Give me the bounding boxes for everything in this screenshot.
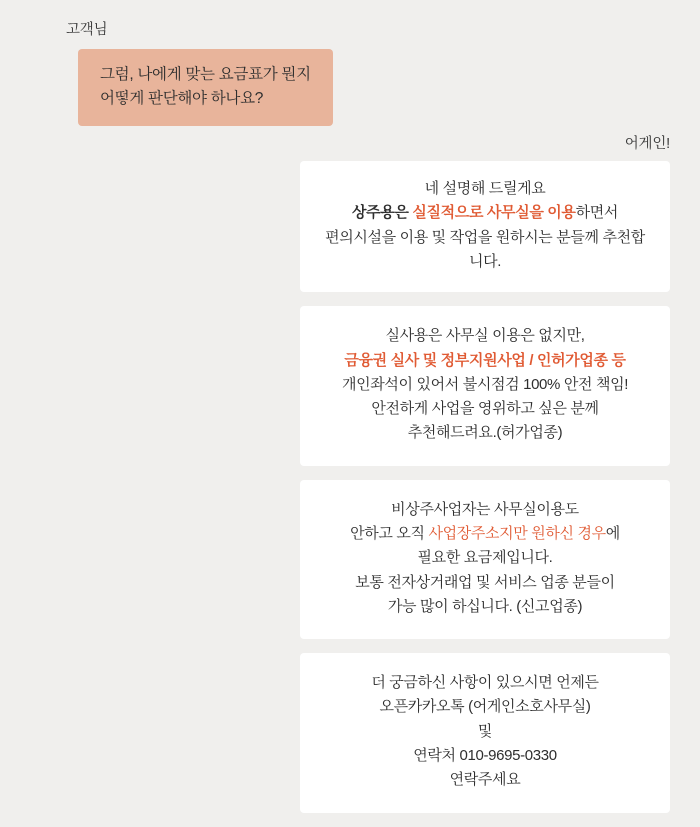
- agent-label: 어게인!: [624, 136, 670, 153]
- agent-message-row-1: [22, 161, 678, 306]
- reply4-line-2: 오픈카카오톡 (어게인소호사무실): [379, 698, 591, 716]
- reply1-line-2-part-c: 하면서: [575, 204, 618, 222]
- agent-bubble-4: [300, 653, 670, 812]
- reply3-line-2: [320, 522, 650, 546]
- agent-bubble-1: [300, 161, 670, 292]
- reply4-line-4: 연락처 010-9695-0330: [413, 747, 557, 765]
- reply1-line-2: [320, 201, 650, 225]
- reply4-line-3: 및: [477, 722, 493, 740]
- reply3-line-5: 가능 많이 하십니다. (신고업종): [387, 597, 583, 615]
- reply2-line-3: 개인좌석이 있어서 불시점검 100% 안전 책임!: [341, 375, 629, 393]
- reply3-line-2-highlight: 사업장주소지만 원하신 경우: [428, 525, 606, 542]
- reply1-line-1: 네 설명해 드릴게요: [424, 180, 546, 198]
- reply2-line-4: 안전하게 사업을 영위하고 싶은 분께: [371, 400, 599, 418]
- reply2-line-2-highlight: 금융권 실사 및 정부지원사업 / 인허가업종 등: [344, 351, 626, 369]
- customer-question-bubble: [78, 49, 333, 126]
- reply3-line-1: 비상주사업자는 사무실이용도: [391, 500, 579, 518]
- reply4-line-5: 연락주세요: [449, 771, 521, 789]
- reply3-line-2-part-c: 에: [605, 525, 620, 542]
- reply2-line-5: 추천해드려요.(허가업종): [407, 424, 563, 442]
- agent-message-row-4: [22, 653, 678, 826]
- reply3-line-4: 보통 전자상거래업 및 서비스 업종 분들이: [355, 573, 615, 591]
- agent-bubble-2: [300, 306, 670, 465]
- customer-message-row: [22, 49, 678, 126]
- customer-question-line-2: 어떻게 판단해야 하나요?: [100, 90, 264, 108]
- reply3-line-3: 필요한 요금제입니다.: [417, 549, 553, 567]
- reply1-line-2-highlight: 실질적으로 사무실을 이용: [412, 204, 576, 222]
- reply3-line-2-part-a: 안하고 오직: [350, 525, 429, 542]
- reply1-line-3: 편의시설을 이용 및 작업을 원하시는 분들께 추천합니다.: [325, 228, 645, 270]
- customer-question-line-1: 그럼, 나에게 맞는 요금표가 뭔지: [100, 66, 311, 83]
- customer-label: 고객님: [66, 22, 108, 38]
- agent-message-row-3: [22, 480, 678, 653]
- reply4-line-1: 더 궁금하신 사항이 있으시면 언제든: [371, 674, 599, 692]
- agent-bubble-3: [300, 480, 670, 639]
- reply1-line-2-part-a: 상주용은: [352, 204, 413, 222]
- agent-message-row-2: [22, 306, 678, 479]
- reply2-line-1: 실사용은 사무실 이용은 없지만,: [385, 327, 585, 345]
